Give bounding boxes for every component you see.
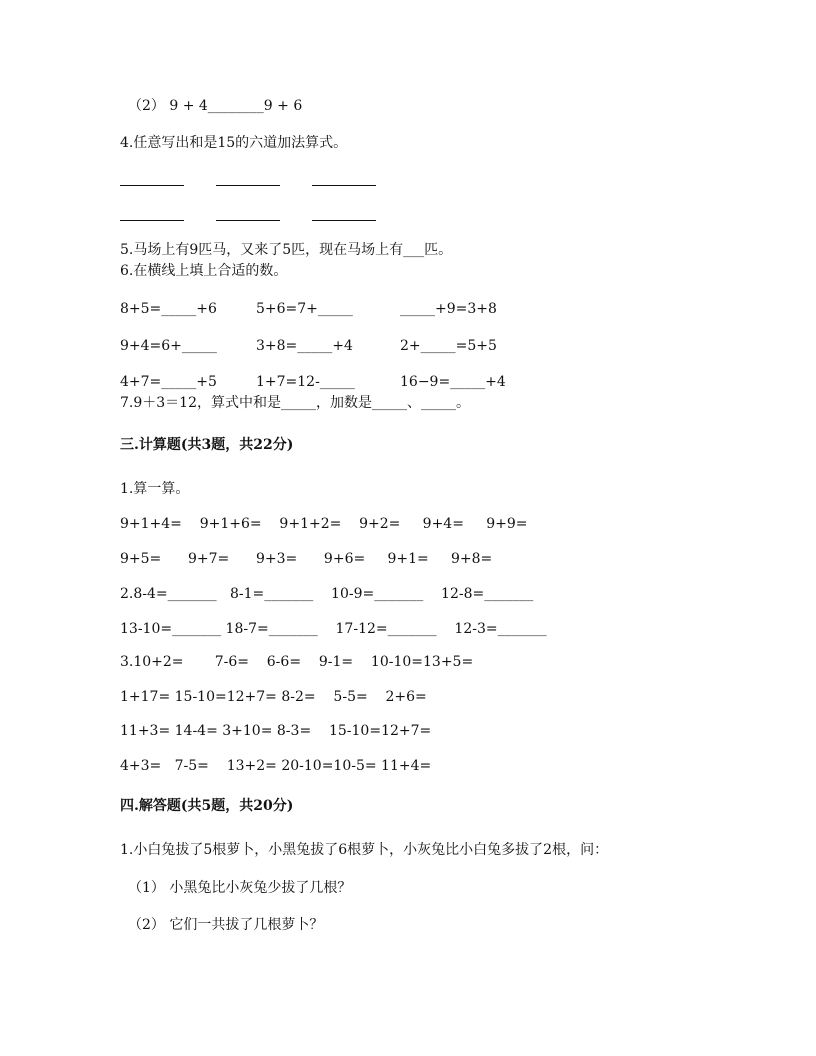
q6-cell: 5+6=7+_____ bbox=[256, 301, 353, 317]
section-4-q1: 1.小白兔拔了5根萝卜，小黑兔拔了6根萝卜，小灰兔比小白兔多拔了2根，问： bbox=[120, 842, 609, 858]
question-7: 7.9＋3＝12，算式中和是_____，加数是_____、_____。 bbox=[120, 395, 470, 411]
answer-blank[interactable] bbox=[216, 185, 280, 186]
question-5: 5.马场上有9匹马，又来了5匹，现在马场上有___匹。 bbox=[120, 242, 453, 258]
question-4-title: 4.任意写出和是15的六道加法算式。 bbox=[120, 135, 348, 151]
answer-blank[interactable] bbox=[312, 185, 376, 186]
answer-blank[interactable] bbox=[120, 220, 184, 221]
calc-row: 11+3= 14-4= 3+10= 8-3= 15-10=12+7= bbox=[120, 723, 432, 739]
q6-cell: 16−9=_____+4 bbox=[400, 374, 506, 390]
answer-blank[interactable] bbox=[312, 220, 376, 221]
question-3-part-2: （2） 9 + 4________9 + 6 bbox=[128, 98, 303, 114]
calc-row: 1+17= 15-10=12+7= 8-2= 5-5= 2+6= bbox=[120, 689, 427, 705]
answer-blank[interactable] bbox=[216, 220, 280, 221]
q6-cell: 9+4=6+_____ bbox=[120, 338, 217, 354]
q6-cell: 2+_____=5+5 bbox=[400, 338, 497, 354]
q6-cell: _____+9=3+8 bbox=[400, 301, 497, 317]
section-3-heading: 三.计算题(共3题，共22分) bbox=[120, 437, 294, 453]
q6-cell: 1+7=12-_____ bbox=[256, 374, 355, 390]
q6-cell: 8+5=_____+6 bbox=[120, 301, 217, 317]
section-3-q1-title: 1.算一算。 bbox=[120, 481, 190, 497]
section-4-heading: 四.解答题(共5题，共20分) bbox=[120, 798, 294, 814]
section-4-q1-sub1: （1） 小黑兔比小灰兔少拔了几根？ bbox=[128, 880, 352, 896]
calc-row: 4+3= 7-5= 13+2= 20-10=10-5= 11+4= bbox=[120, 758, 432, 774]
answer-blank[interactable] bbox=[120, 185, 184, 186]
question-6-title: 6.在横线上填上合适的数。 bbox=[120, 263, 288, 279]
section-4-q1-sub2: （2） 它们一共拔了几根萝卜？ bbox=[128, 917, 324, 933]
calc-row: 3.10+2= 7-6= 6-6= 9-1= 10-10=13+5= bbox=[120, 654, 474, 670]
q6-cell: 3+8=_____+4 bbox=[256, 338, 353, 354]
calc-row: 9+5= 9+7= 9+3= 9+6= 9+1= 9+8= bbox=[120, 551, 493, 567]
calc-row: 9+1+4= 9+1+6= 9+1+2= 9+2= 9+4= 9+9= bbox=[120, 516, 528, 532]
calc-row: 13-10=_______ 18-7=_______ 17-12=_______ 12-3=_______ bbox=[120, 621, 547, 637]
calc-row: 2.8-4=_______ 8-1=_______ 10-9=_______ 12-8=_______ bbox=[120, 586, 534, 602]
q6-cell: 4+7=_____+5 bbox=[120, 374, 217, 390]
